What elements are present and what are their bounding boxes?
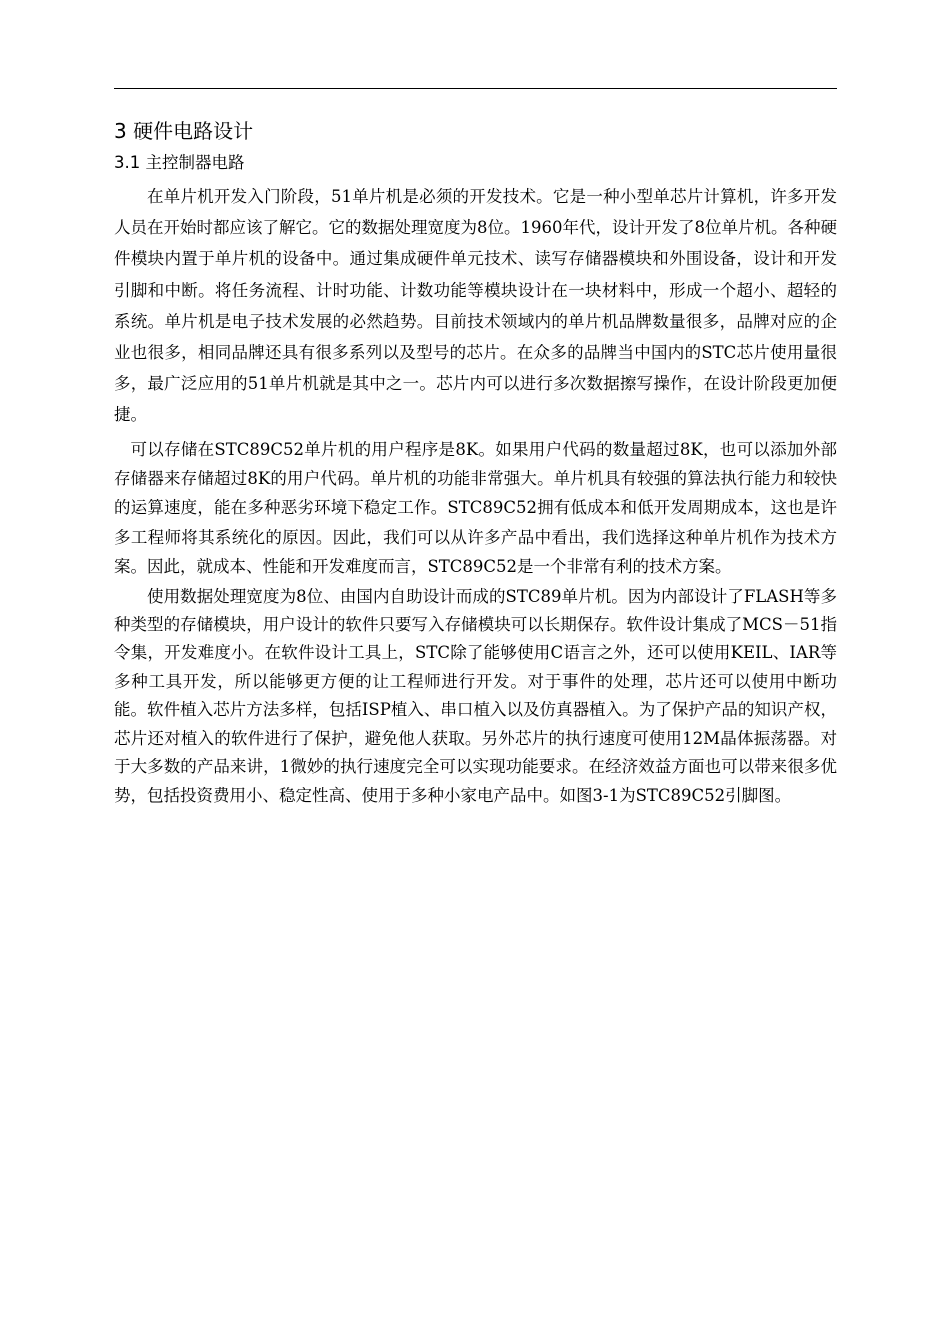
section-heading: 3 硬件电路设计: [114, 119, 254, 143]
header-rule: [114, 88, 837, 89]
paragraph-storage: 可以存储在STC89C52单片机的用户程序是8K。如果用户代码的数量超过8K，也可以添加外部存储器来存储超过8K的用户代码。单片机的功能非常强大。单片机具有较强的算法执行能力和较快的运算速度，能在多种恶劣环境下稳定工作。STC89C52拥有低成本和低开发周期成本，这也是许多工程师将其系统化的原因。因此，我们可以从许多产品中看出，我们选择这种单片机作为技术方案。因此，就成本、性能和开发难度而言，STC89C52是一个非常有利的技术方案。: [114, 439, 837, 577]
subsection-heading: 3.1 主控制器电路: [114, 153, 245, 172]
paragraph-stc89: 使用数据处理宽度为8位、由国内自助设计而成的STC89单片机。因为内部设计了FLASH等多种类型的存储模块，用户设计的软件只要写入存储模块可以长期保存。软件设计集成了MCS－51指令集，开发难度小。在软件设计工具上，STC除了能够使用C语言之外，还可以使用KEIL、IAR等多种工具开发，所以能够更方便的让工程师进行开发。对于事件的处理，芯片还可以使用中断功能。软件植入芯片方法多样，包括ISP植入、串口植入以及仿真器植入。为了保护产品的知识产权，芯片还对植入的软件进行了保护，避免他人获取。另外芯片的执行速度可使用12M晶体振荡器。对于大多数的产品来讲，1微妙的执行速度完全可以实现功能要求。在经济效益方面也可以带来很多优势，包括投资费用小、稳定性高、使用于多种小家电产品中。如图3-1为STC89C52引脚图。: [114, 586, 837, 805]
document-body: [114, 116, 837, 810]
paragraph-intro: 在单片机开发入门阶段，51单片机是必须的开发技术。它是一种小型单芯片计算机，许多开发人员在开始时都应该了解它。它的数据处理宽度为8位。1960年代，设计开发了8位单片机。各种硬件模块内置于单片机的设备中。通过集成硬件单元技术、读写存储器模块和外围设备，设计和开发引脚和中断。将任务流程、计时功能、计数功能等模块设计在一块材料中，形成一个超小、超轻的系统。单片机是电子技术发展的必然趋势。目前技术领域内的单片机品牌数量很多，品牌对应的企业也很多，相同品牌还具有很多系列以及型号的芯片。在众多的品牌当中国内的STC芯片使用量很多，最广泛应用的51单片机就是其中之一。芯片内可以进行多次数据擦写操作，在设计阶段更加便捷。: [114, 187, 837, 425]
